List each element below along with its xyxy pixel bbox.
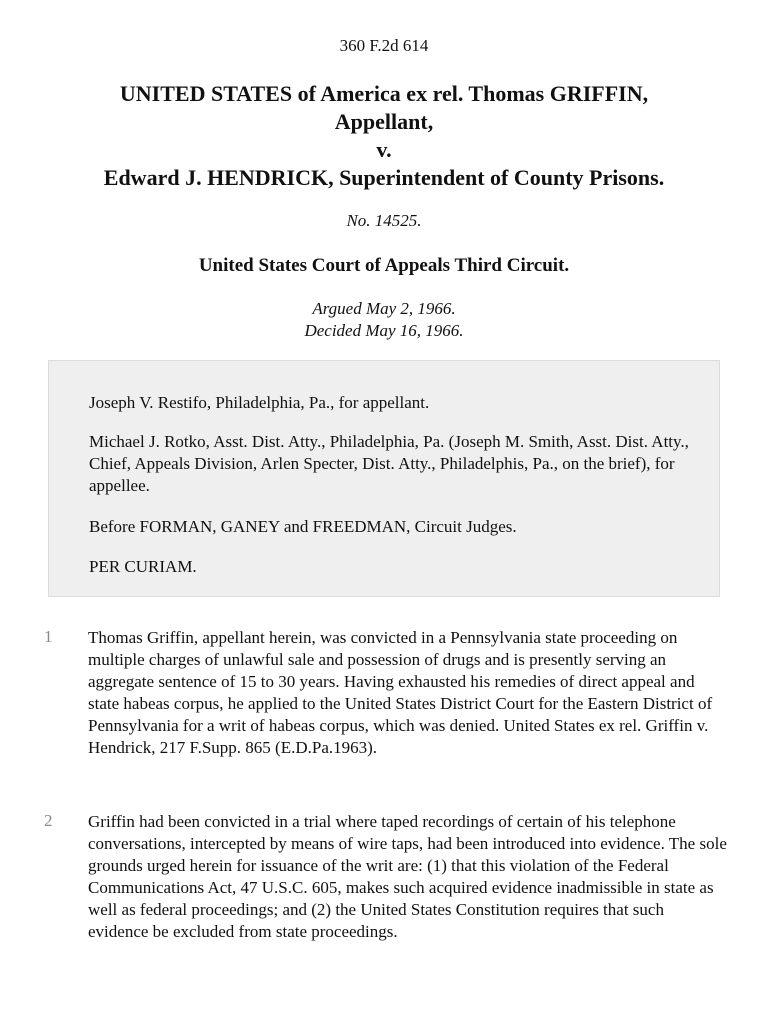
paragraph-text: Thomas Griffin, appellant herein, was convicted in a Pennsylvania state proceeding on multiple charges of unlawful sale and possession of drugs and is presently serving an aggregate sentence of 15 to 30 years. Having exhausted his remedies of direct appeal and state habeas corpus, he applied to the United States District Court for the Eastern District of Pennsylvania for a writ of habeas corpus, which was denied. United States ex rel. Griffin v. Hendrick, 217 F.Supp. 865 (E.D.Pa.1963). <box>88 628 713 757</box>
paragraph-text: Griffin had been convicted in a trial where taped recordings of certain of his telephone conversations, intercepted by means of wire taps, had been introduced into evidence. The sole grounds urged herein for issuance of the writ are: (1) that this violation of the Federal Communications Act, 47 U.S.C. 605, makes such acquired evidence inadmissible in state as well as federal proceedings; and (2) the United States Constitution requires that such evidence be excluded from state proceedings. <box>88 812 727 941</box>
case-citation: 360 F.2d 614 <box>339 36 429 55</box>
caption-line-plaintiff: UNITED STATES of America ex rel. Thomas GRIFFIN, <box>119 81 649 106</box>
caption-line-role: Appellant, <box>334 109 434 134</box>
case-caption <box>40 80 728 192</box>
docket-number: No. 14525. <box>346 211 422 230</box>
paragraph-number: 2 <box>44 811 53 830</box>
case-dates <box>0 298 768 342</box>
counsel-panel <box>48 360 720 597</box>
caption-line-defendant: Edward J. HENDRICK, Superintendent of County Prisons. <box>103 165 665 190</box>
decided-date: Decided May 16, 1966. <box>304 321 464 340</box>
caption-line-versus: v. <box>376 137 392 162</box>
argued-date: Argued May 2, 1966. <box>312 299 456 318</box>
judges-panel: Before FORMAN, GANEY and FREEDMAN, Circuit Judges. <box>89 517 517 536</box>
paragraph-number: 1 <box>44 627 53 646</box>
counsel-appellant: Joseph V. Restifo, Philadelphia, Pa., for appellant. <box>89 393 430 412</box>
per-curiam: PER CURIAM. <box>89 557 197 576</box>
counsel-appellee: Michael J. Rotko, Asst. Dist. Atty., Philadelphia, Pa. (Joseph M. Smith, Asst. Dist. Atty., Chief, Appeals Division, Arlen Specter, Dist. Atty., Philadelphis, Pa., on the brief), for appellee. <box>89 432 689 495</box>
court-name: United States Court of Appeals Third Circuit. <box>198 255 570 276</box>
